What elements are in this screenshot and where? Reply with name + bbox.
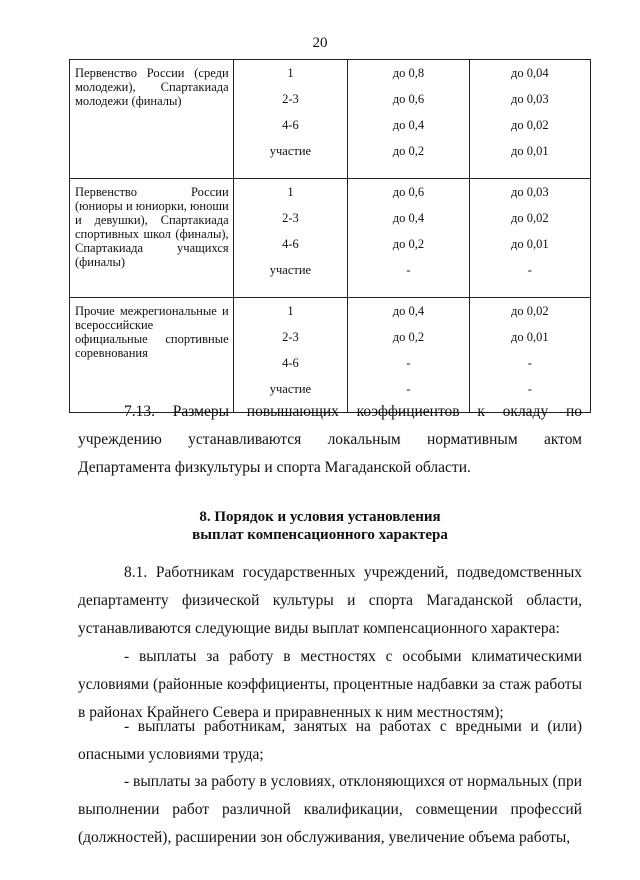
coefficient-cell [348,60,469,179]
coefficient-cell [469,179,590,298]
coefficient-value: до 0,4 [392,211,425,225]
place-value: 4-6 [282,237,299,251]
competition-name: Первенство России (среди молодежи), Спартакиада молодежи (финалы) [75,66,229,108]
place-value: 1 [287,304,294,318]
place-value: 1 [287,66,294,80]
bullet-item: - выплаты работникам, занятых на работах с вредными и (или) опасными условиями труда; [78,718,582,763]
place-cell [233,298,348,413]
place-cell [233,60,348,179]
paragraph-8-1: 8.1. Работникам государственных учреждений, подведомственных департаменту физической культуры и спорта Магаданской области, устанавливаются следующие виды выплат компенсационного характера: [78,564,582,637]
coefficient-value: до 0,01 [510,237,549,251]
competition-name-cell [70,179,234,298]
coefficient-value: до 0,02 [510,211,549,225]
place-value: участие [269,144,312,158]
coefficient-value: - [406,263,411,277]
coefficient-value: до 0,2 [392,237,425,251]
coefficient-cell [348,298,469,413]
coefficient-value: - [527,263,532,277]
place-value: 2-3 [282,330,299,344]
coefficient-value: - [527,382,532,396]
paragraph-7-13: 7.13. Размеры повышающих коэффициентов к окладу по учреждению устанавливаются локальным нормативным актом Департамента физкультуры и спорта Магаданской области. [78,403,582,476]
coefficient-cell [469,298,590,413]
section-heading-line: 8. Порядок и условия установления [199,509,441,525]
table-row [70,179,591,298]
coefficient-value: до 0,4 [392,118,425,132]
coefficient-value: до 0,2 [392,330,425,344]
coefficient-value: до 0,01 [510,330,549,344]
place-value: 1 [287,185,294,199]
competition-name-cell [70,298,234,413]
place-value: 4-6 [282,356,299,370]
place-value: 2-3 [282,92,299,106]
coefficient-value: - [406,382,411,396]
coefficient-table [69,59,591,413]
coefficient-value: до 0,03 [510,92,549,106]
place-value: участие [269,382,312,396]
competition-name: Первенство России (юниоры и юниорки, юноши и девушки), Спартакиада спортивных школ (финалы), Спартакиада учащихся (финалы) [75,185,229,269]
coefficient-value: до 0,02 [510,118,549,132]
coefficient-value: до 0,02 [510,304,549,318]
section-heading [0,508,640,544]
place-value: 2-3 [282,211,299,225]
coefficient-value: до 0,4 [392,304,425,318]
place-value: 4-6 [282,118,299,132]
coefficient-value: до 0,01 [510,144,549,158]
competition-name: Прочие межрегиональные и всероссийские официальные спортивные соревнования [75,304,229,360]
coefficient-value: до 0,2 [392,144,425,158]
coefficient-value: до 0,03 [510,185,549,199]
coefficient-value: - [406,356,411,370]
table-row [70,298,591,413]
competition-name-cell [70,60,234,179]
coefficient-value: до 0,6 [392,92,425,106]
place-cell [233,179,348,298]
coefficient-value: - [527,356,532,370]
bullet-item: - выплаты за работу в условиях, отклоняющихся от нормальных (при выполнении работ различной квалификации, совмещении профессий (должностей), расширении зон обслуживания, увеличение объема работы, [78,773,582,846]
coefficient-value: до 0,04 [510,66,549,80]
section-heading-line: выплат компенсационного характера [192,527,448,543]
place-value: участие [269,263,312,277]
page-number: 20 [312,35,328,51]
coefficient-cell [348,179,469,298]
coefficient-value: до 0,6 [392,185,425,199]
table-row [70,60,591,179]
coefficient-value: до 0,8 [392,66,425,80]
bullet-item: - выплаты за работу в местностях с особыми климатическими условиями (районные коэффициенты, процентные надбавки за стаж работы в районах Крайнего Севера и приравненных к ним местностям); [78,648,582,721]
coefficient-cell [469,60,590,179]
